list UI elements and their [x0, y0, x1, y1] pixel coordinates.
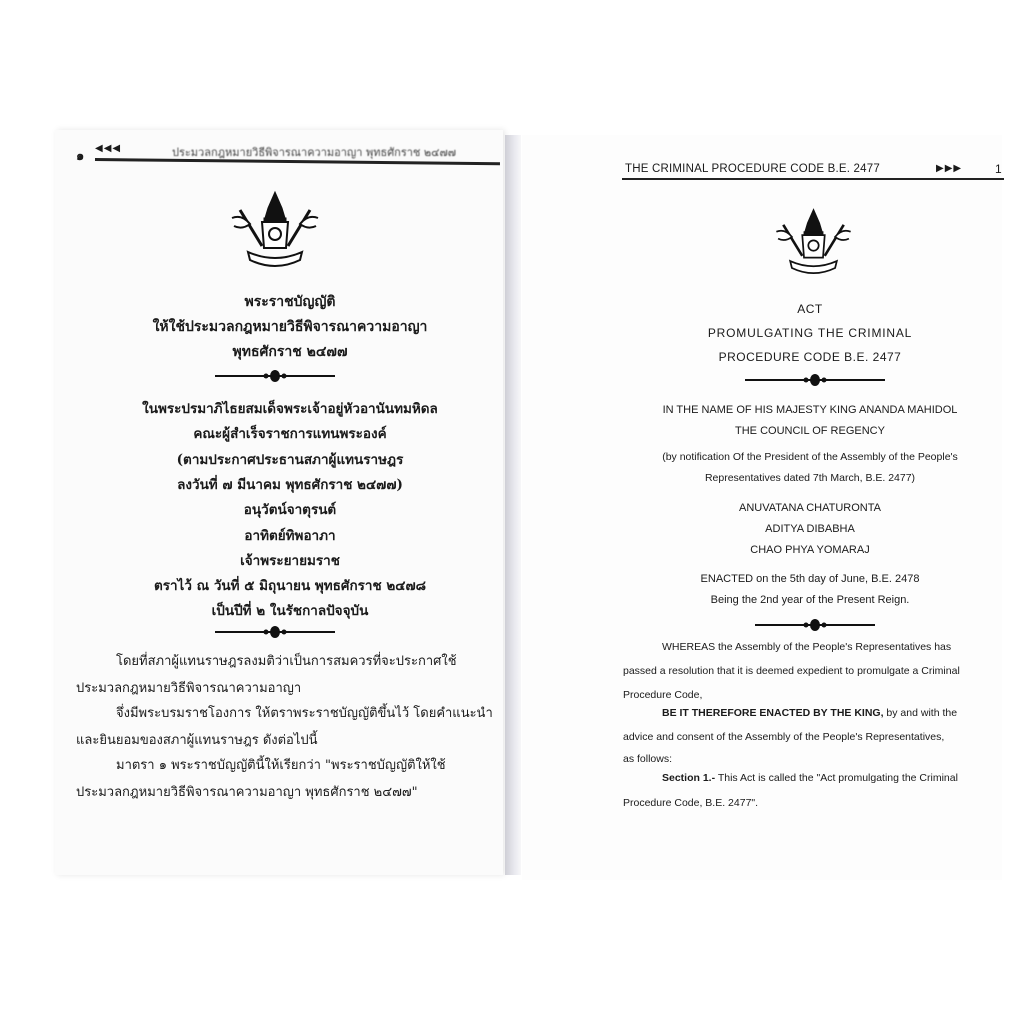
left-title-line: ให้ใช้ประมวลกฎหมายวิธีพิจารณาความอาญา: [152, 319, 428, 335]
left-preamble-line: คณะผู้สำเร็จราชการแทนพระองค์: [193, 426, 387, 442]
right-regent-name: ANUVATANA CHATURONTA: [739, 502, 881, 514]
ornament-divider: [745, 373, 885, 387]
left-preamble-line: เป็นปีที่ ๒ ในรัชกาลปัจจุบัน: [211, 603, 369, 619]
right-enacted-line: ENACTED on the 5th day of June, B.E. 2478: [700, 573, 920, 585]
left-preamble-line: อาทิตย์ทิพอาภา: [244, 528, 336, 544]
enacted-clause-bold: BE IT THEREFORE ENACTED BY THE KING,: [662, 707, 884, 719]
left-body-line: ประมวลกฎหมายวิธีพิจารณาความอาญา พุทธศักราช ๒๔๗๗": [76, 785, 418, 800]
left-section-line: มาตรา ๑ พระราชบัญญัตินี้ให้เรียกว่า "พระราชบัญญัติให้ใช้: [116, 758, 446, 773]
left-preamble-line: อนุวัตน์จาตุรนต์: [243, 502, 337, 518]
left-body-line: โดยที่สภาผู้แทนราษฎรลงมติว่าเป็นการสมควรที่จะประกาศใช้: [116, 654, 457, 669]
enacted-clause-rest: by and with the: [883, 707, 958, 719]
ornament-divider: [215, 625, 335, 639]
left-preamble-line: ในพระปรมาภิไธยสมเด็จพระเจ้าอยู่หัวอานันทมหิดล: [142, 401, 438, 417]
section-text: This Act is called the "Act promulgating the Criminal: [715, 772, 958, 784]
right-body-line: advice and consent of the Assembly of the People's Representatives,: [623, 731, 945, 743]
right-body-line: WHEREAS the Assembly of the People's Representatives has: [662, 641, 952, 653]
left-title-line: พระราชบัญญัติ: [244, 294, 336, 310]
right-running-header: THE CRIMINAL PROCEDURE CODE B.E. 2477: [625, 163, 880, 175]
royal-emblem-icon: [220, 188, 330, 273]
right-section-line: [662, 772, 958, 784]
left-body-line: และยินยอมของสภาผู้แทนราษฎร ดังต่อไปนี้: [76, 733, 318, 748]
right-body-line: as follows:: [623, 753, 673, 765]
ornament-divider: [755, 618, 875, 632]
left-body-line: ประมวลกฎหมายวิธีพิจารณาความอาญา: [76, 681, 302, 696]
right-page-number: 1: [995, 162, 1002, 176]
right-enacted-line: Being the 2nd year of the Present Reign.: [710, 594, 910, 606]
left-page-number: ๑: [76, 149, 85, 164]
left-preamble-line: เจ้าพระยายมราช: [240, 553, 340, 569]
right-invocation-line: THE COUNCIL OF REGENCY: [735, 425, 885, 437]
right-notification-line: (by notification Of the President of the Assembly of the People's: [662, 451, 958, 463]
right-invocation-line: IN THE NAME OF HIS MAJESTY KING ANANDA MAHIDOL: [662, 404, 958, 416]
right-regent-name: CHAO PHYA YOMARAJ: [750, 544, 870, 556]
ornament-divider: [215, 369, 335, 383]
book-gutter: [505, 135, 521, 875]
section-label-bold: Section 1.-: [662, 772, 716, 784]
right-title-line: ACT: [797, 302, 823, 316]
left-preamble-line: ลงวันที่ ๗ มีนาคม พุทธศักราช ๒๔๗๗): [177, 477, 403, 493]
left-header-arrows: ◀◀◀: [95, 143, 122, 154]
right-notification-line: Representatives dated 7th March, B.E. 2477): [704, 472, 916, 484]
right-body-line: [662, 707, 957, 719]
right-header-arrows: ▶▶▶: [936, 163, 963, 174]
right-regent-name: ADITYA DIBABHA: [765, 523, 855, 535]
right-title-line: PROMULGATING THE CRIMINAL: [707, 326, 913, 340]
right-body-line: Procedure Code, B.E. 2477".: [623, 797, 759, 809]
right-body-line: Procedure Code,: [623, 689, 703, 701]
royal-emblem-icon: [766, 205, 861, 280]
left-running-header: ประมวลกฎหมายวิธีพิจารณาความอาญา พุทธศักราช ๒๔๗๗: [172, 146, 457, 159]
left-preamble-line: (ตามประกาศประธานสภาผู้แทนราษฎร: [176, 452, 404, 468]
left-body-line: จึ่งมีพระบรมราชโองการ ให้ตราพระราชบัญญัติขึ้นไว้ โดยคำแนะนำ: [116, 706, 493, 721]
right-body-line: passed a resolution that it is deemed expedient to promulgate a Criminal: [623, 665, 960, 677]
left-title-line: พุทธศักราช ๒๔๗๗: [232, 344, 348, 360]
right-header-rule: [622, 178, 1004, 180]
right-title-line: PROCEDURE CODE B.E. 2477: [718, 350, 902, 364]
left-preamble-line: ตราไว้ ณ วันที่ ๕ มิถุนายน พุทธศักราช ๒๔๗๘: [153, 578, 427, 594]
